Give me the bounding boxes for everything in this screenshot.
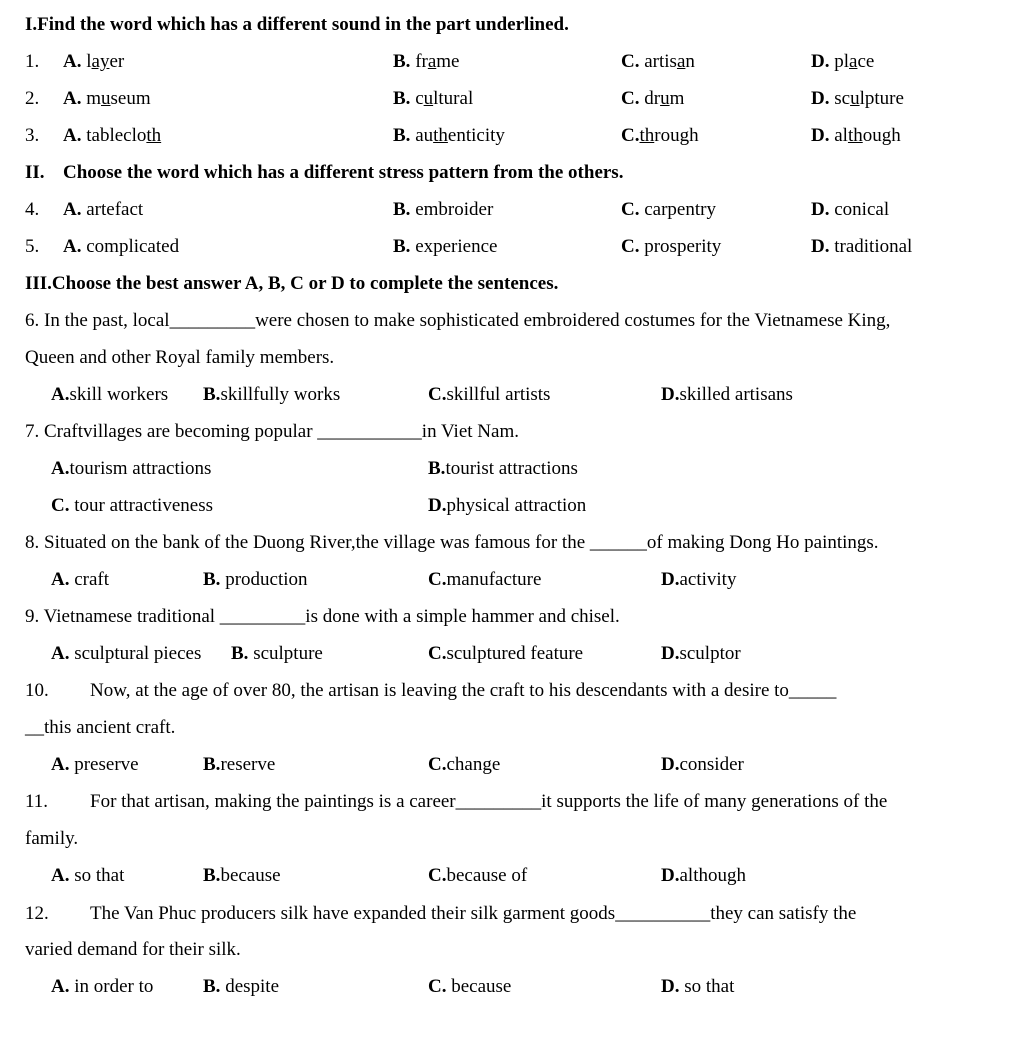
q12-option-c: C. because <box>428 976 512 997</box>
q11-number: 11. <box>25 791 49 812</box>
q6-question-cont: Queen and other Royal family members. <box>25 347 335 368</box>
q3-option-d: D. although <box>811 125 901 146</box>
q4-option-c: C. carpentry <box>621 199 716 220</box>
q5-option-a: A. complicated <box>63 236 180 257</box>
q7-option-a: A.tourism attractions <box>51 458 212 479</box>
q3-option-c: C.through <box>621 125 699 146</box>
q9-option-c: C.sculptured feature <box>428 643 584 664</box>
q9-question: 9. Vietnamese traditional _________is done with a simple hammer and chisel. <box>25 606 620 627</box>
q11-question-cont: family. <box>25 828 79 849</box>
q12-option-b: B. despite <box>203 976 280 997</box>
q6-option-d: D.skilled artisans <box>661 384 793 405</box>
q10-option-b: B.reserve <box>203 754 276 775</box>
q10-question: Now, at the age of over 80, the artisan is leaving the craft to his descendants with a desire to_____ <box>90 680 837 701</box>
q2-option-d: D. sculpture <box>811 88 904 109</box>
q8-option-a: A. craft <box>51 569 110 590</box>
section-3-heading: III.Choose the best answer A, B, C or D to complete the sentences. <box>25 273 559 294</box>
q1-option-a: A. layer <box>63 51 125 72</box>
q3-option-b: B. authenticity <box>393 125 505 146</box>
section-1-heading: I.Find the word which has a different sound in the part underlined. <box>25 14 569 35</box>
q1-option-c: C. artisan <box>621 51 695 72</box>
q1-option-b: B. frame <box>393 51 460 72</box>
q4-option-a: A. artefact <box>63 199 144 220</box>
q9-option-b: B. sculpture <box>231 643 323 664</box>
q12-question: The Van Phuc producers silk have expanded their silk garment goods__________they can satisfy the <box>90 903 857 924</box>
q10-option-a: A. preserve <box>51 754 139 775</box>
q5-option-b: B. experience <box>393 236 498 257</box>
q8-option-d: D.activity <box>661 569 737 590</box>
q8-option-b: B. production <box>203 569 308 590</box>
q6-option-b: B.skillfully works <box>203 384 341 405</box>
q1-number: 1. <box>25 51 40 72</box>
q11-option-a: A. so that <box>51 865 125 886</box>
q5-option-c: C. prosperity <box>621 236 722 257</box>
q6-question: 6. In the past, local_________were chosen to make sophisticated embroidered costumes for the Vietnamese King, <box>25 310 891 331</box>
q12-number: 12. <box>25 903 49 924</box>
section-2-number: II. <box>25 162 45 183</box>
q2-option-c: C. drum <box>621 88 685 109</box>
q6-option-a: A.skill workers <box>51 384 169 405</box>
q2-number: 2. <box>25 88 40 109</box>
q1-option-d: D. place <box>811 51 875 72</box>
q8-option-c: C.manufacture <box>428 569 542 590</box>
q2-option-a: A. museum <box>63 88 151 109</box>
q7-option-d: D.physical attraction <box>428 495 587 516</box>
q5-option-d: D. traditional <box>811 236 913 257</box>
q6-option-c: C.skillful artists <box>428 384 551 405</box>
q7-option-c: C. tour attractiveness <box>51 495 213 516</box>
q11-option-d: D.although <box>661 865 746 886</box>
q12-option-d: D. so that <box>661 976 735 997</box>
q3-option-a: A. tablecloth <box>63 125 162 146</box>
q10-option-d: D.consider <box>661 754 744 775</box>
q12-question-cont: varied demand for their silk. <box>25 939 241 960</box>
q11-question: For that artisan, making the paintings is a career_________it supports the life of many generations of the <box>90 791 888 812</box>
q2-option-b: B. cultural <box>393 88 474 109</box>
q10-option-c: C.change <box>428 754 501 775</box>
q4-option-d: D. conical <box>811 199 890 220</box>
q12-option-a: A. in order to <box>51 976 154 997</box>
section-2-heading: Choose the word which has a different stress pattern from the others. <box>63 162 624 183</box>
q10-question-cont: __this ancient craft. <box>25 717 176 738</box>
q9-option-a: A. sculptural pieces <box>51 643 202 664</box>
q4-number: 4. <box>25 199 40 220</box>
q7-option-b: B.tourist attractions <box>428 458 578 479</box>
q3-number: 3. <box>25 125 40 146</box>
q10-number: 10. <box>25 680 49 701</box>
q7-question: 7. Craftvillages are becoming popular ___________in Viet Nam. <box>25 421 519 442</box>
q8-question: 8. Situated on the bank of the Duong River,the village was famous for the ______of making Dong Ho paintings. <box>25 532 879 553</box>
q4-option-b: B. embroider <box>393 199 494 220</box>
q11-option-b: B.because <box>203 865 281 886</box>
q5-number: 5. <box>25 236 40 257</box>
q9-option-d: D.sculptor <box>661 643 741 664</box>
q11-option-c: C.because of <box>428 865 528 886</box>
